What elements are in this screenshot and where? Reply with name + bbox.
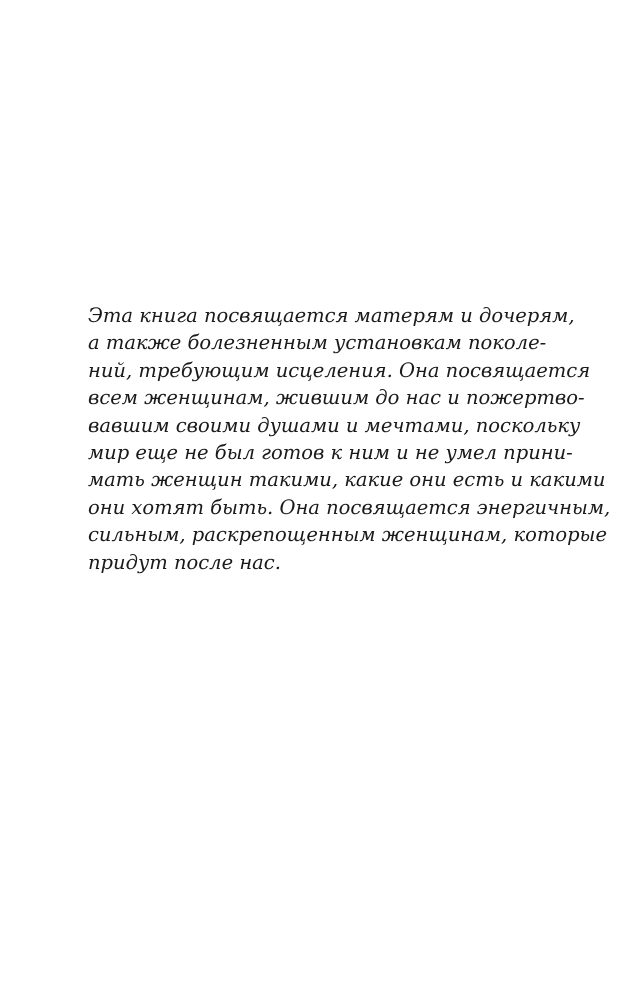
dedication-line: мать женщин такими, какие они есть и какими (88, 468, 606, 492)
dedication-line: ний, требующим исцеления. Она посвящается (88, 358, 591, 382)
dedication-line: а также болезненным установкам поколе- (88, 331, 547, 355)
dedication-line: Эта книга посвящается матерям и дочерям, (88, 304, 575, 327)
dedication-line: мир еще не был готов к ним и не умел прини- (88, 440, 573, 464)
dedication-line: они хотят быть. Она посвящается энергичным, (88, 495, 611, 519)
dedication-line: всем женщинам, жившим до нас и пожертво- (88, 386, 585, 410)
dedication-text (88, 302, 611, 576)
dedication-line: сильным, раскрепощенным женщинам, которые (88, 523, 607, 547)
dedication-line: вавшим своими душами и мечтами, поскольку (88, 413, 581, 437)
dedication-line: придут после нас. (88, 550, 281, 574)
